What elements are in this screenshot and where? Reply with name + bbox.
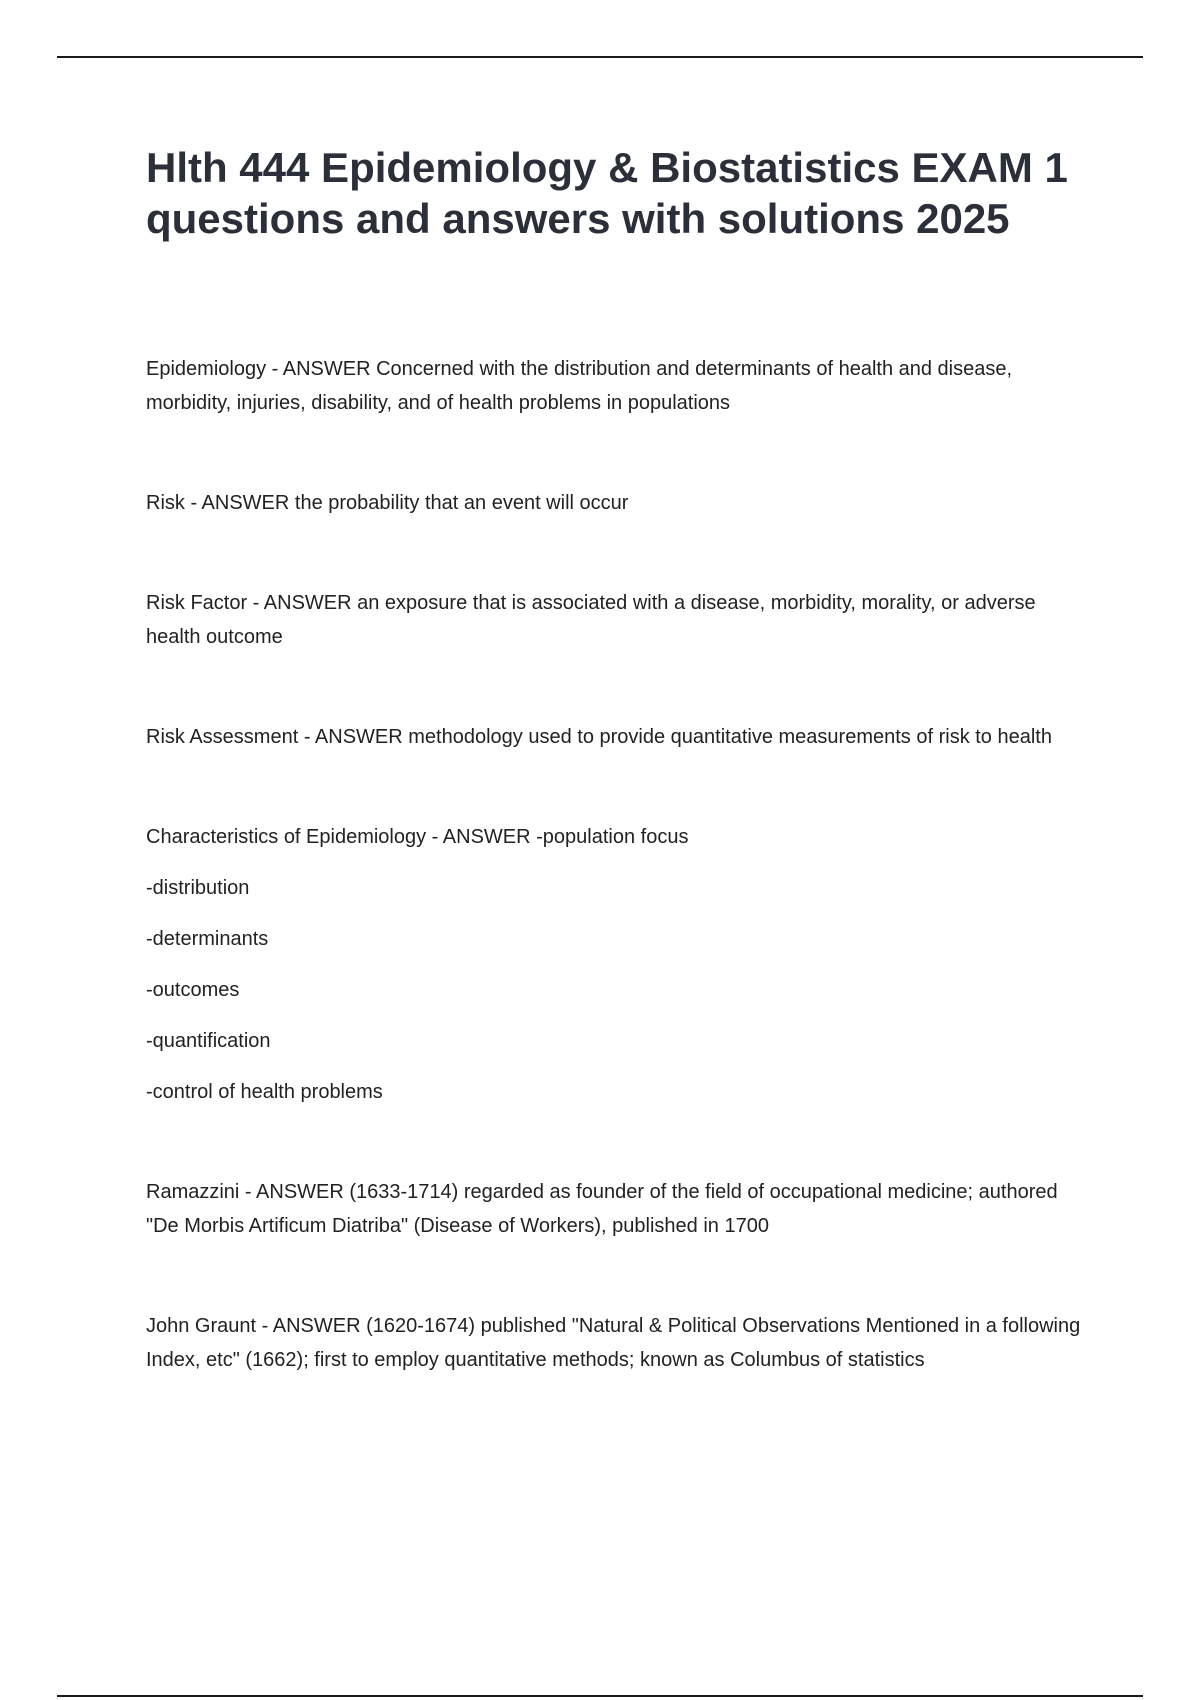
top-divider <box>57 56 1143 58</box>
qa-entry-risk <box>146 486 1086 520</box>
qa-subline: -determinants <box>146 928 269 950</box>
qa-entry-text: Risk - ANSWER the probability that an event will occur <box>146 492 629 514</box>
qa-subline: -quantification <box>146 1030 271 1052</box>
qa-list <box>146 352 1086 1377</box>
qa-entry-text: Risk Factor - ANSWER an exposure that is associated with a disease, morbidity, morality, or adverse health outcome <box>146 592 1036 648</box>
qa-subline: -control of health problems <box>146 1081 383 1103</box>
qa-entry-risk-assessment <box>146 720 1086 754</box>
qa-entry-ramazzini <box>146 1175 1086 1243</box>
qa-subline: -outcomes <box>146 979 240 1001</box>
qa-entry-characteristics <box>146 820 1086 1109</box>
page-title: Hlth 444 Epidemiology & Biostatistics EXAM 1 questions and answers with solutions 2025 <box>146 144 1068 242</box>
bottom-divider <box>57 1695 1143 1697</box>
qa-entry-text: Epidemiology - ANSWER Concerned with the distribution and determinants of health and disease, morbidity, injuries, disability, and of health problems in populations <box>146 358 1013 414</box>
qa-entry-text: John Graunt - ANSWER (1620-1674) published "Natural & Political Observations Mentioned in a following Index, etc" (1662); first to employ quantitative methods; known as Columbus of statistics <box>146 1315 1081 1371</box>
qa-entry-text: Risk Assessment - ANSWER methodology used to provide quantitative measurements of risk to health <box>146 726 1052 748</box>
qa-entry-john-graunt <box>146 1309 1086 1377</box>
qa-entry-text: Characteristics of Epidemiology - ANSWER -population focus <box>146 826 689 848</box>
qa-entry-text: Ramazzini - ANSWER (1633-1714) regarded as founder of the field of occupational medicine; authored "De Morbis Artificum Diatriba" (Disease of Workers), published in 1700 <box>146 1181 1058 1237</box>
qa-entry-epidemiology <box>146 352 1086 420</box>
qa-entry-risk-factor <box>146 586 1086 654</box>
qa-subline: -distribution <box>146 877 250 899</box>
